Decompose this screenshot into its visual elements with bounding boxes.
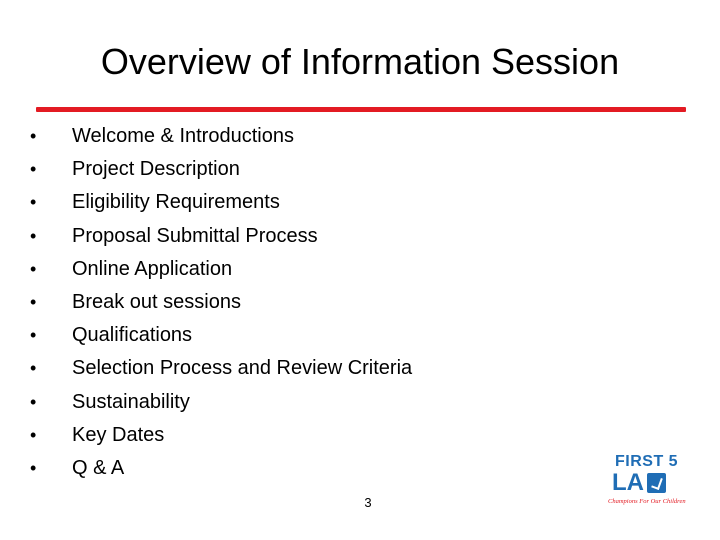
slide-title: Overview of Information Session [100, 41, 620, 82]
bullet-icon: • [30, 391, 37, 412]
list-item [30, 352, 412, 385]
list-item-text: Key Dates [72, 423, 165, 446]
list-item-text: Qualifications [72, 324, 193, 347]
page-number: 3 [364, 495, 372, 510]
list-item [30, 120, 412, 153]
list-item-text: Break out sessions [72, 290, 241, 313]
list-item-text: Welcome & Introductions [72, 125, 294, 147]
title-divider [36, 107, 686, 112]
list-item [30, 186, 412, 219]
bullet-icon: • [30, 291, 37, 312]
list-item [30, 419, 412, 452]
list-item-text: Online Application [72, 257, 233, 280]
list-item-text: Sustainability [72, 390, 190, 413]
list-item-text: Selection Process and Review Criteria [72, 357, 413, 380]
list-item [30, 153, 412, 186]
bullet-icon: • [30, 358, 37, 379]
bullet-icon: • [30, 159, 37, 180]
logo-tagline: Champions For Our Children [608, 498, 686, 505]
logo-line2-row [606, 470, 686, 496]
logo-line2: LA [612, 469, 644, 496]
list-item [30, 253, 412, 286]
list-item [30, 286, 412, 319]
bullet-icon: • [30, 325, 37, 346]
bullet-icon: • [30, 457, 37, 478]
list-item [30, 386, 412, 419]
list-item [30, 319, 412, 352]
first5la-logo [606, 454, 686, 526]
bullet-icon: • [30, 126, 37, 146]
logo-line1: FIRST 5 [615, 453, 679, 470]
list-item-text: Proposal Submittal Process [72, 224, 318, 247]
list-item-text: Project Description [72, 158, 240, 181]
list-item-text: Eligibility Requirements [72, 191, 280, 214]
list-item [30, 220, 412, 253]
list-item-text: Q & A [72, 456, 125, 479]
agenda-list [30, 120, 412, 485]
bullet-icon: • [30, 192, 37, 213]
bullet-icon: • [30, 258, 37, 279]
bullet-icon: • [30, 225, 37, 246]
hand-logo-icon [647, 473, 666, 493]
bullet-icon: • [30, 424, 37, 445]
list-item [30, 452, 412, 485]
